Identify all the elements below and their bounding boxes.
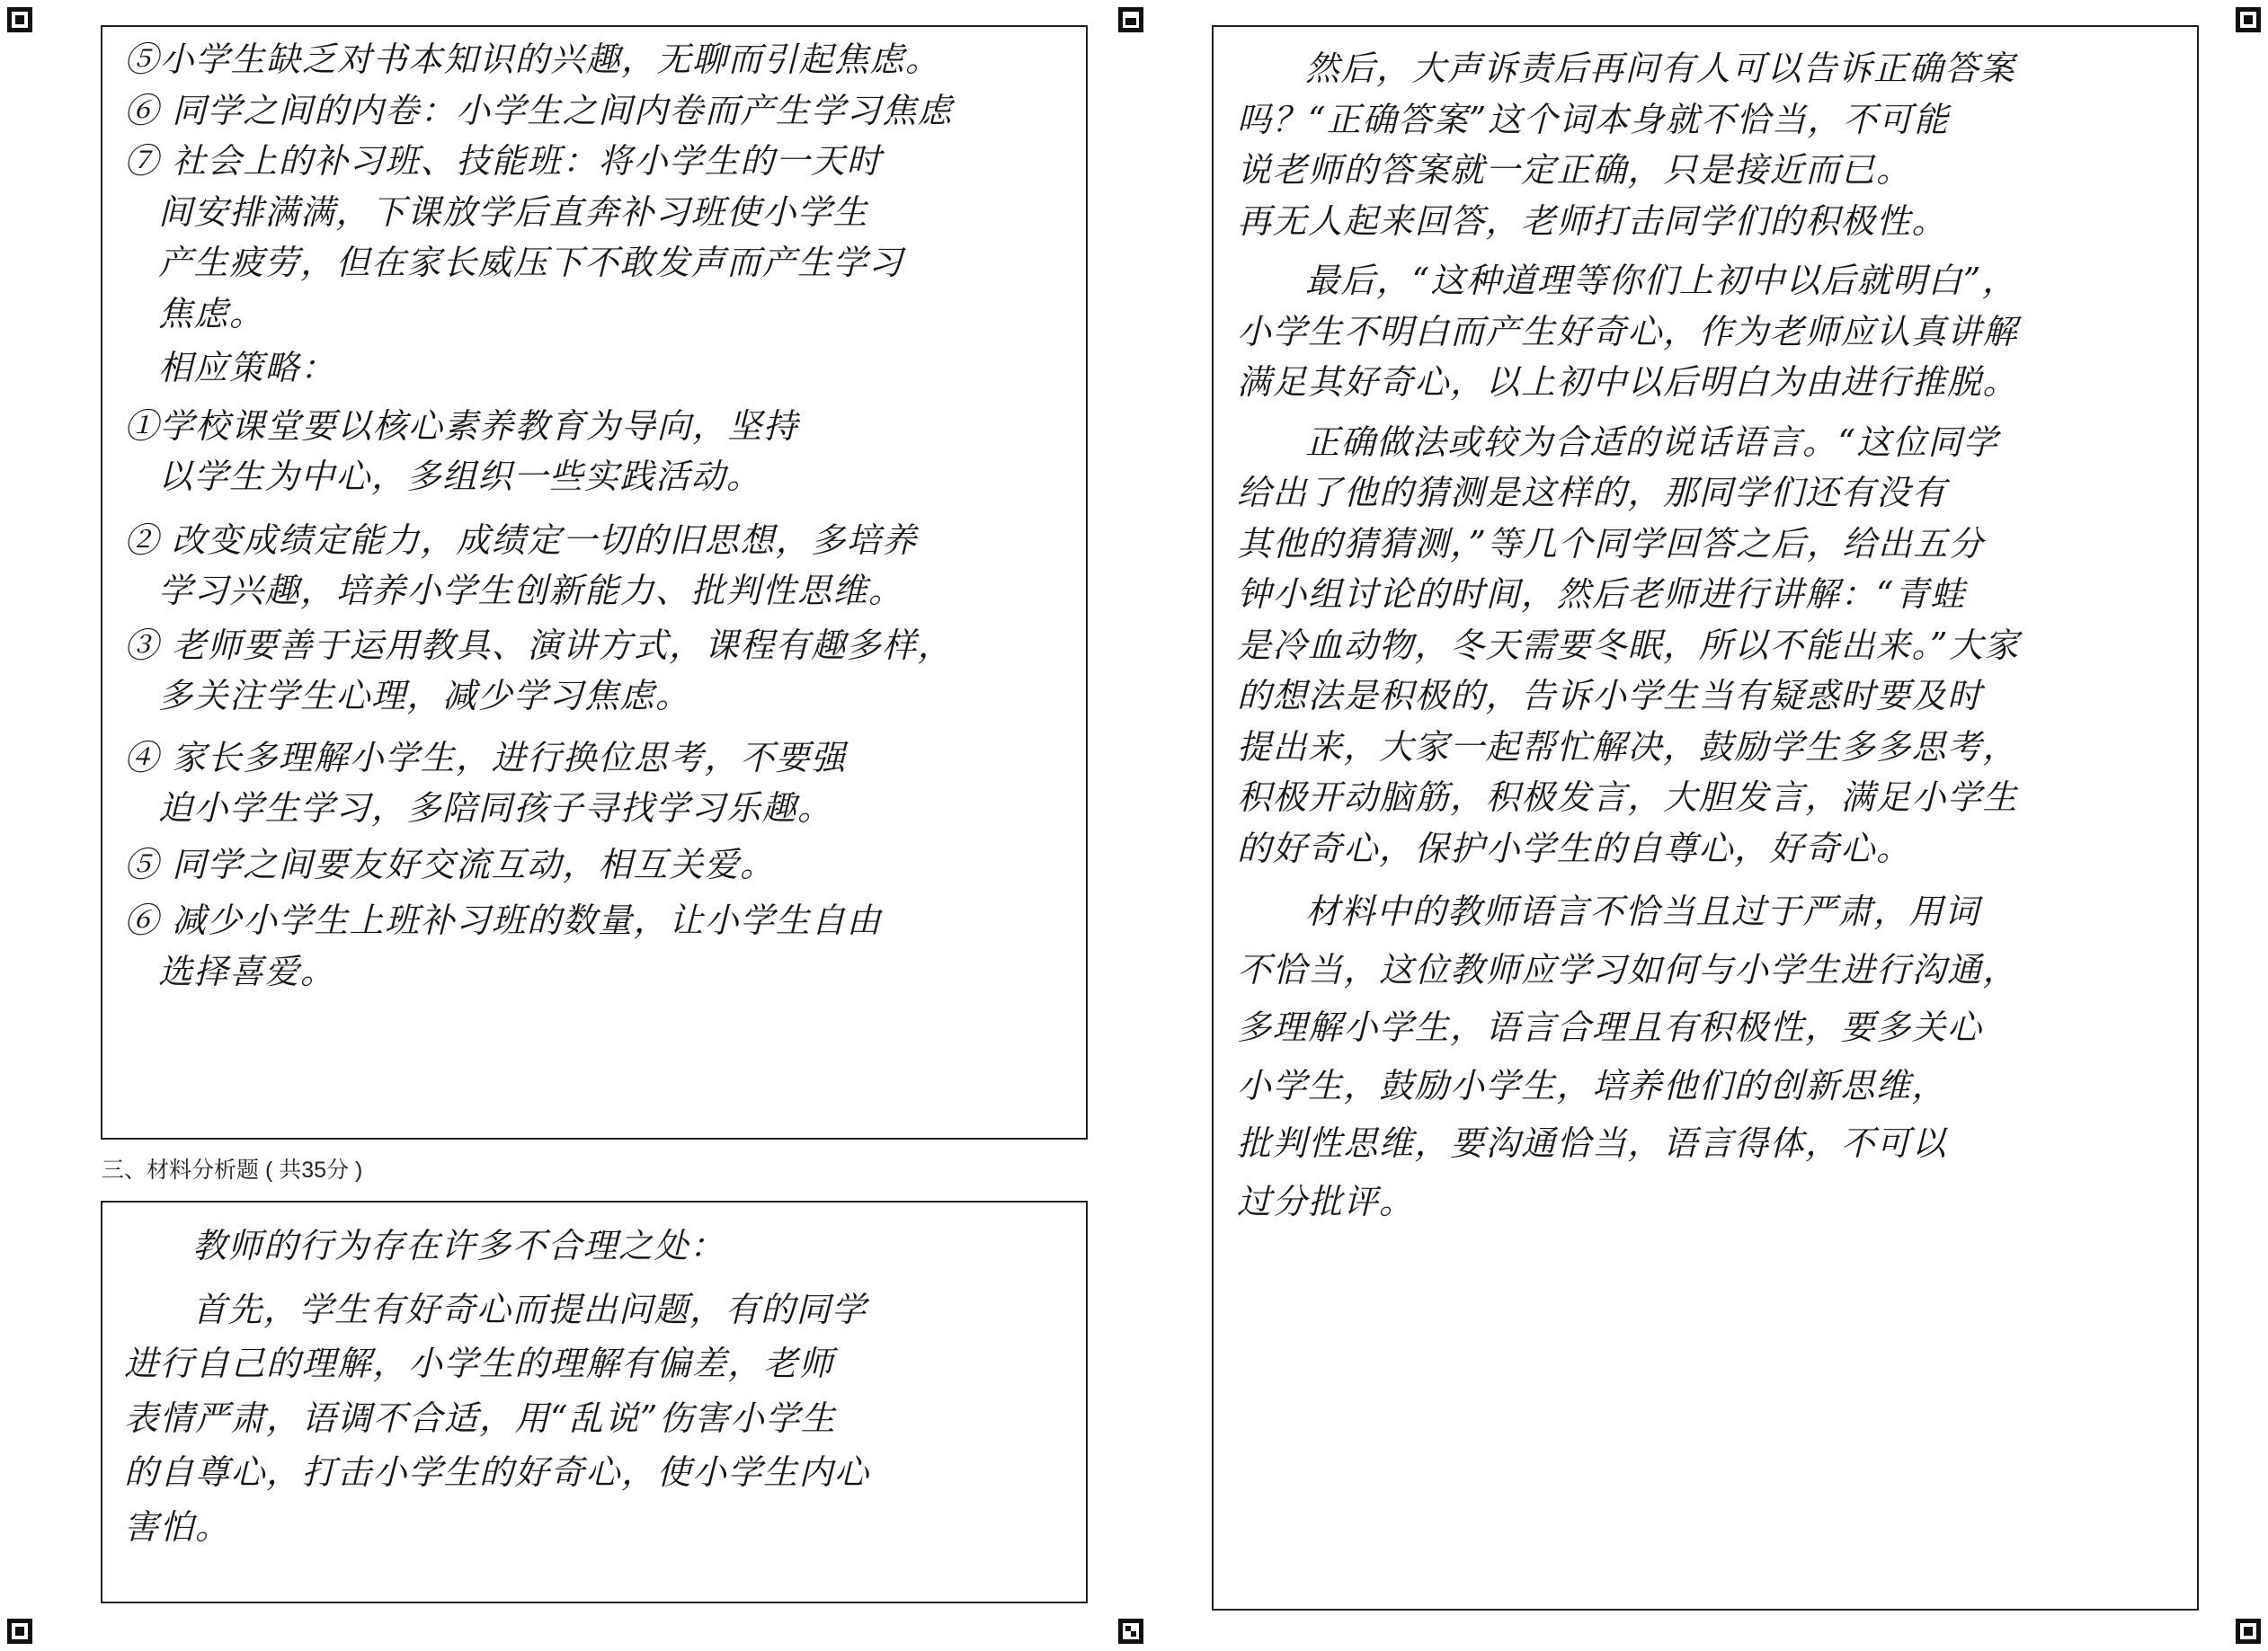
answer-line: 的自尊心，打击小学生的好奇心，使小学生内心	[124, 1452, 870, 1492]
answer-line: 材料中的教师语言不恰当且过于严肃，用词	[1305, 892, 1980, 931]
corner-marker-top-right	[2236, 7, 2261, 32]
answer-line: 其他的猜猜测，”等几个同学回答之后，给出五分	[1237, 523, 1985, 564]
answer-line: 以学生为中心，多组织一些实践活动。	[158, 457, 762, 496]
answer-line: 满足其好奇心，以上初中以后明白为由进行推脱。	[1237, 362, 2019, 402]
corner-marker-bottom-right	[2236, 1619, 2261, 1644]
answer-line: 焦虑。	[158, 293, 265, 333]
answer-line: ⑥ 减少小学生上班补习班的数量，让小学生自由	[124, 901, 883, 940]
answer-line: ⑦ 社会上的补习班、技能班：将小学生的一天时	[124, 141, 883, 181]
answer-line: ③ 老师要善于运用教具、演讲方式，课程有趣多样，	[124, 625, 954, 665]
answer-line: 进行自己的理解，小学生的理解有偏差，老师	[124, 1344, 835, 1383]
answer-line: 害怕。	[124, 1506, 231, 1547]
answer-line: ④ 家长多理解小学生，进行换位思考，不要强	[124, 737, 847, 777]
answer-line: 积极开动脑筋，积极发言，大胆发言，满足小学生	[1237, 777, 2019, 817]
answer-box-lower-left	[101, 1201, 1088, 1603]
answer-line: 给出了他的猜测是这样的，那同学们还有没有	[1237, 473, 1948, 512]
answer-line: 是冷血动物，冬天需要冬眠，所以不能出来。”大家	[1237, 625, 2020, 665]
answer-line: 教师的行为存在许多不合理之处：	[192, 1226, 725, 1265]
answer-line: ⑤ 同学之间要友好交流互动，相互关爱。	[124, 844, 776, 884]
answer-line: ①学校课堂要以核心素养教育为导向，坚持	[124, 405, 799, 446]
answer-line: 产生疲劳，但在家长威压下不敢发声而产生学习	[158, 243, 904, 282]
answer-line: 过分批评。	[1237, 1181, 1415, 1221]
answer-line: 说老师的答案就一定正确，只是接近而已。	[1237, 150, 1912, 190]
answer-line: 表情严肃，语调不合适，用“乱说”伤害小学生	[124, 1398, 837, 1438]
answer-line: 选择喜爱。	[158, 951, 336, 991]
corner-marker-top-middle	[1118, 7, 1143, 32]
answer-line: 多关注学生心理，减少学习焦虑。	[158, 676, 691, 715]
answer-line: 小学生不明白而产生好奇心，作为老师应认真讲解	[1237, 311, 2019, 351]
answer-line: 相应策略：	[158, 348, 336, 387]
answer-line: 最后，“这种道理等你们上初中以后就明白”，	[1305, 261, 2018, 300]
answer-line: 正确做法或较为合适的说话语言。“这位同学	[1305, 422, 1999, 462]
corner-marker-bottom-left	[7, 1619, 32, 1644]
answer-box-right	[1212, 25, 2199, 1611]
answer-line: 首先，学生有好奇心而提出问题，有的同学	[192, 1289, 867, 1329]
answer-line: 再无人起来回答，老师打击同学们的积极性。	[1237, 200, 1948, 241]
answer-line: 的好奇心，保护小学生的自尊心，好奇心。	[1237, 828, 1912, 868]
answer-line: ⑥ 同学之间的内卷：小学生之间内卷而产生学习焦虑	[124, 90, 954, 130]
answer-line: 吗？“正确答案”这个词本身就不恰当，不可能	[1237, 99, 1950, 139]
answer-line: 不恰当，这位教师应学习如何与小学生进行沟通，	[1237, 949, 2019, 990]
answer-line: 提出来，大家一起帮忙解决，鼓励学生多多思考，	[1237, 726, 2019, 767]
answer-line: 间安排满满，下课放学后直奔补习班使小学生	[158, 191, 869, 232]
answer-line: 小学生，鼓励小学生，培养他们的创新思维，	[1237, 1065, 1948, 1105]
section-title: 三、材料分析题 ( 共35分 )	[102, 1158, 363, 1183]
answer-line: 批判性思维，要沟通恰当，语言得体，不可以	[1237, 1123, 1948, 1163]
answer-line: 学习兴趣，培养小学生创新能力、批判性思维。	[158, 571, 904, 610]
corner-marker-bottom-middle	[1118, 1619, 1143, 1644]
answer-box-upper-left	[101, 25, 1088, 1140]
corner-marker-top-left	[7, 7, 32, 32]
answer-line: ② 改变成绩定能力，成绩定一切的旧思想，多培养	[124, 519, 918, 560]
answer-line: 的想法是积极的，告诉小学生当有疑惑时要及时	[1237, 676, 1983, 715]
answer-line: 钟小组讨论的时间，然后老师进行讲解：“青蛙	[1237, 574, 1966, 614]
answer-line: 迫小学生学习，多陪同孩子寻找学习乐趣。	[158, 788, 833, 828]
answer-line: ⑤小学生缺乏对书本知识的兴趣，无聊而引起焦虑。	[124, 40, 941, 79]
answer-line: 多理解小学生，语言合理且有积极性，要多关心	[1237, 1007, 1983, 1047]
answer-line: 然后，大声诉责后再问有人可以告诉正确答案	[1305, 49, 2016, 88]
